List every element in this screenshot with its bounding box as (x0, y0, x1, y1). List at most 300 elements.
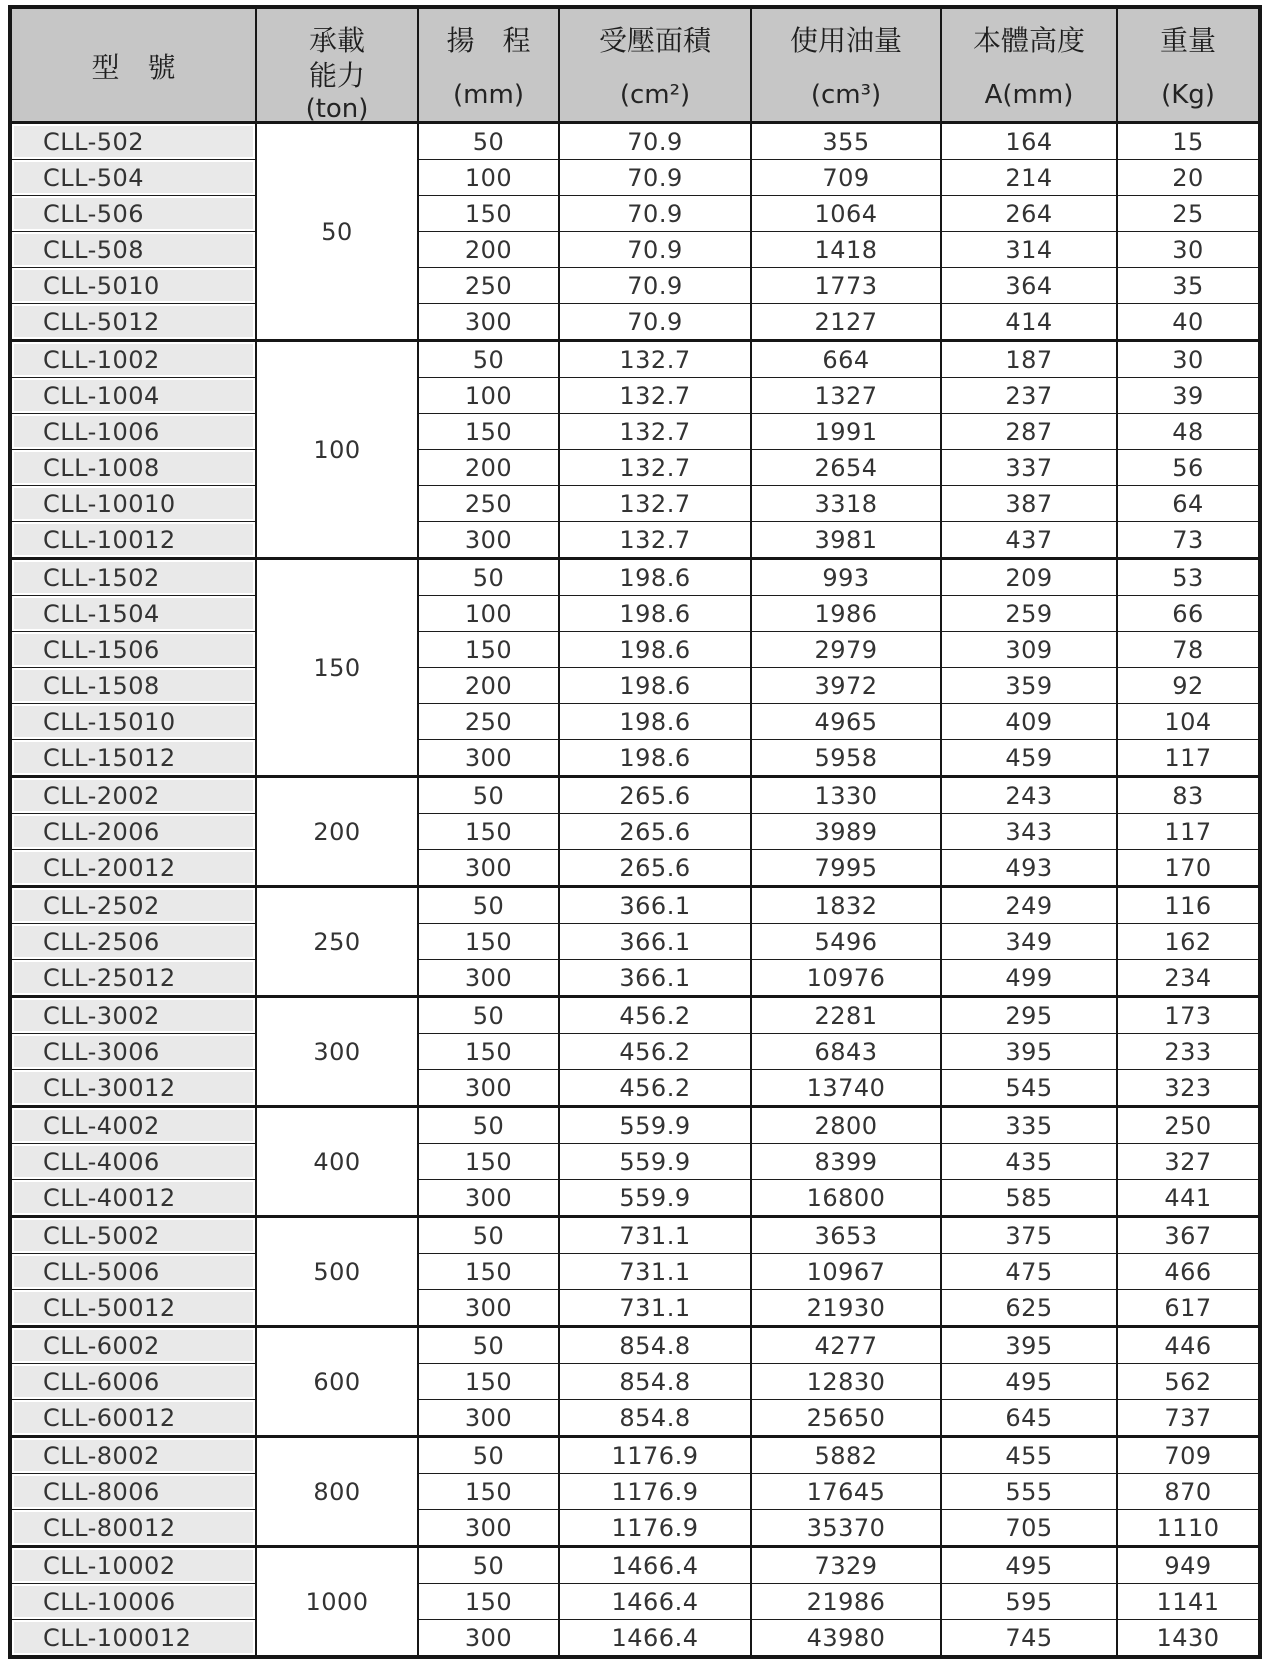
model-cell: CLL-1502 (10, 559, 256, 596)
pressure-area-cell: 731.1 (559, 1290, 751, 1327)
stroke-cell: 150 (418, 814, 559, 850)
stroke-cell: 300 (418, 1290, 559, 1327)
pressure-area-cell: 1176.9 (559, 1474, 751, 1510)
pressure-area-cell: 559.9 (559, 1107, 751, 1144)
pressure-area-cell: 1176.9 (559, 1437, 751, 1474)
capacity-cell: 1000 (256, 1547, 418, 1658)
stroke-cell: 300 (418, 1070, 559, 1107)
weight-cell: 323 (1117, 1070, 1260, 1107)
header-oil-volume (751, 7, 941, 123)
spec-row-CLL-50012 (10, 1290, 1260, 1327)
stroke-cell: 200 (418, 232, 559, 268)
body-height-cell: 414 (941, 304, 1117, 341)
table-body (10, 123, 1260, 1658)
spec-row-CLL-5010 (10, 268, 1260, 304)
stroke-cell: 50 (418, 1107, 559, 1144)
body-height-cell: 495 (941, 1364, 1117, 1400)
body-height-cell: 164 (941, 123, 1117, 160)
model-cell: CLL-8002 (10, 1437, 256, 1474)
stroke-cell: 150 (418, 1254, 559, 1290)
pressure-area-cell: 731.1 (559, 1217, 751, 1254)
pressure-area-cell: 198.6 (559, 596, 751, 632)
oil-volume-cell: 25650 (751, 1400, 941, 1437)
stroke-cell: 300 (418, 740, 559, 777)
stroke-cell: 300 (418, 522, 559, 559)
weight-cell: 30 (1117, 341, 1260, 378)
pressure-area-cell: 132.7 (559, 522, 751, 559)
weight-cell: 78 (1117, 632, 1260, 668)
oil-volume-cell: 1991 (751, 414, 941, 450)
body-height-cell: 335 (941, 1107, 1117, 1144)
oil-volume-cell: 8399 (751, 1144, 941, 1180)
model-cell: CLL-5006 (10, 1254, 256, 1290)
oil-volume-cell: 1773 (751, 268, 941, 304)
model-cell: CLL-25012 (10, 960, 256, 997)
pressure-area-cell: 198.6 (559, 559, 751, 596)
oil-volume-cell: 17645 (751, 1474, 941, 1510)
body-height-cell: 209 (941, 559, 1117, 596)
model-cell: CLL-10010 (10, 486, 256, 522)
header-body-height (941, 7, 1117, 123)
stroke-cell: 50 (418, 123, 559, 160)
pressure-area-cell: 265.6 (559, 850, 751, 887)
model-cell: CLL-6006 (10, 1364, 256, 1400)
stroke-cell: 50 (418, 1437, 559, 1474)
spec-row-CLL-6006 (10, 1364, 1260, 1400)
stroke-cell: 150 (418, 1584, 559, 1620)
header-stroke-unit: (mm) (453, 79, 524, 110)
model-cell: CLL-15012 (10, 740, 256, 777)
body-height-cell: 387 (941, 486, 1117, 522)
spec-row-CLL-40012 (10, 1180, 1260, 1217)
oil-volume-cell: 3981 (751, 522, 941, 559)
weight-cell: 15 (1117, 123, 1260, 160)
spec-row-CLL-2506 (10, 924, 1260, 960)
capacity-cell: 200 (256, 777, 418, 887)
oil-volume-cell: 7995 (751, 850, 941, 887)
stroke-cell: 150 (418, 924, 559, 960)
weight-cell: 949 (1117, 1547, 1260, 1584)
weight-cell: 234 (1117, 960, 1260, 997)
weight-cell: 1110 (1117, 1510, 1260, 1547)
oil-volume-cell: 5496 (751, 924, 941, 960)
body-height-cell: 625 (941, 1290, 1117, 1327)
model-cell: CLL-6002 (10, 1327, 256, 1364)
oil-volume-cell: 1832 (751, 887, 941, 924)
weight-cell: 92 (1117, 668, 1260, 704)
body-height-cell: 259 (941, 596, 1117, 632)
model-cell: CLL-2002 (10, 777, 256, 814)
oil-volume-cell: 13740 (751, 1070, 941, 1107)
header-capacity-unit: (ton) (305, 94, 369, 124)
model-cell: CLL-80012 (10, 1510, 256, 1547)
stroke-cell: 300 (418, 1180, 559, 1217)
model-cell: CLL-5002 (10, 1217, 256, 1254)
weight-cell: 327 (1117, 1144, 1260, 1180)
pressure-area-cell: 70.9 (559, 268, 751, 304)
pressure-area-cell: 1466.4 (559, 1620, 751, 1658)
header-pressure-area-unit: (cm²) (619, 79, 691, 110)
pressure-area-cell: 132.7 (559, 341, 751, 378)
header-stroke (418, 7, 559, 123)
capacity-cell: 250 (256, 887, 418, 997)
model-cell: CLL-50012 (10, 1290, 256, 1327)
model-cell: CLL-2506 (10, 924, 256, 960)
model-cell: CLL-5012 (10, 304, 256, 341)
stroke-cell: 150 (418, 1364, 559, 1400)
body-height-cell: 493 (941, 850, 1117, 887)
weight-cell: 170 (1117, 850, 1260, 887)
body-height-cell: 395 (941, 1034, 1117, 1070)
pressure-area-cell: 198.6 (559, 740, 751, 777)
body-height-cell: 349 (941, 924, 1117, 960)
body-height-cell: 337 (941, 450, 1117, 486)
weight-cell: 562 (1117, 1364, 1260, 1400)
body-height-cell: 459 (941, 740, 1117, 777)
body-height-cell: 595 (941, 1584, 1117, 1620)
oil-volume-cell: 10967 (751, 1254, 941, 1290)
body-height-cell: 295 (941, 997, 1117, 1034)
body-height-cell: 499 (941, 960, 1117, 997)
model-cell: CLL-10002 (10, 1547, 256, 1584)
pressure-area-cell: 70.9 (559, 304, 751, 341)
model-cell: CLL-1508 (10, 668, 256, 704)
model-cell: CLL-1506 (10, 632, 256, 668)
pressure-area-cell: 854.8 (559, 1400, 751, 1437)
model-cell: CLL-5010 (10, 268, 256, 304)
oil-volume-cell: 10976 (751, 960, 941, 997)
spec-row-CLL-10006 (10, 1584, 1260, 1620)
oil-volume-cell: 43980 (751, 1620, 941, 1658)
header-model (10, 7, 256, 123)
body-height-cell: 214 (941, 160, 1117, 196)
header-row (10, 7, 1260, 123)
oil-volume-cell: 2127 (751, 304, 941, 341)
spec-row-CLL-1002 (10, 341, 1260, 378)
spec-row-CLL-3006 (10, 1034, 1260, 1070)
body-height-cell: 645 (941, 1400, 1117, 1437)
body-height-cell: 309 (941, 632, 1117, 668)
spec-row-CLL-20012 (10, 850, 1260, 887)
oil-volume-cell: 664 (751, 341, 941, 378)
spec-row-CLL-1006 (10, 414, 1260, 450)
body-height-cell: 343 (941, 814, 1117, 850)
model-cell: CLL-100012 (10, 1620, 256, 1658)
pressure-area-cell: 132.7 (559, 486, 751, 522)
weight-cell: 35 (1117, 268, 1260, 304)
header-capacity-label: 承載 能力 (308, 24, 365, 92)
oil-volume-cell: 1327 (751, 378, 941, 414)
model-cell: CLL-10006 (10, 1584, 256, 1620)
stroke-cell: 150 (418, 414, 559, 450)
capacity-cell: 600 (256, 1327, 418, 1437)
model-cell: CLL-10012 (10, 522, 256, 559)
model-cell: CLL-1008 (10, 450, 256, 486)
body-height-cell: 409 (941, 704, 1117, 740)
header-weight (1117, 7, 1260, 123)
model-cell: CLL-504 (10, 160, 256, 196)
model-cell: CLL-40012 (10, 1180, 256, 1217)
weight-cell: 66 (1117, 596, 1260, 632)
stroke-cell: 50 (418, 887, 559, 924)
body-height-cell: 585 (941, 1180, 1117, 1217)
model-cell: CLL-30012 (10, 1070, 256, 1107)
body-height-cell: 745 (941, 1620, 1117, 1658)
spec-row-CLL-60012 (10, 1400, 1260, 1437)
weight-cell: 116 (1117, 887, 1260, 924)
spec-row-CLL-504 (10, 160, 1260, 196)
weight-cell: 48 (1117, 414, 1260, 450)
weight-cell: 40 (1117, 304, 1260, 341)
stroke-cell: 100 (418, 160, 559, 196)
oil-volume-cell: 21930 (751, 1290, 941, 1327)
oil-volume-cell: 2979 (751, 632, 941, 668)
capacity-cell: 300 (256, 997, 418, 1107)
pressure-area-cell: 854.8 (559, 1364, 751, 1400)
stroke-cell: 200 (418, 668, 559, 704)
header-model-label: 型 號 (91, 50, 176, 84)
weight-cell: 53 (1117, 559, 1260, 596)
model-cell: CLL-1006 (10, 414, 256, 450)
spec-row-CLL-3002 (10, 997, 1260, 1034)
body-height-cell: 495 (941, 1547, 1117, 1584)
spec-row-CLL-508 (10, 232, 1260, 268)
capacity-cell: 150 (256, 559, 418, 777)
stroke-cell: 150 (418, 1034, 559, 1070)
pressure-area-cell: 1466.4 (559, 1547, 751, 1584)
model-cell: CLL-1002 (10, 341, 256, 378)
pressure-area-cell: 366.1 (559, 960, 751, 997)
spec-row-CLL-10002 (10, 1547, 1260, 1584)
weight-cell: 39 (1117, 378, 1260, 414)
spec-row-CLL-15010 (10, 704, 1260, 740)
weight-cell: 233 (1117, 1034, 1260, 1070)
body-height-cell: 264 (941, 196, 1117, 232)
model-cell: CLL-20012 (10, 850, 256, 887)
spec-row-CLL-1008 (10, 450, 1260, 486)
weight-cell: 20 (1117, 160, 1260, 196)
oil-volume-cell: 35370 (751, 1510, 941, 1547)
weight-cell: 162 (1117, 924, 1260, 960)
spec-row-CLL-15012 (10, 740, 1260, 777)
spec-row-CLL-10010 (10, 486, 1260, 522)
model-cell: CLL-2502 (10, 887, 256, 924)
pressure-area-cell: 366.1 (559, 887, 751, 924)
stroke-cell: 250 (418, 486, 559, 522)
oil-volume-cell: 355 (751, 123, 941, 160)
header-stroke-label: 揚 程 (446, 24, 531, 57)
pressure-area-cell: 198.6 (559, 704, 751, 740)
weight-cell: 870 (1117, 1474, 1260, 1510)
oil-volume-cell: 4965 (751, 704, 941, 740)
model-cell: CLL-506 (10, 196, 256, 232)
spec-row-CLL-1004 (10, 378, 1260, 414)
weight-cell: 446 (1117, 1327, 1260, 1364)
spec-row-CLL-1508 (10, 668, 1260, 704)
pressure-area-cell: 70.9 (559, 196, 751, 232)
weight-cell: 64 (1117, 486, 1260, 522)
body-height-cell: 314 (941, 232, 1117, 268)
stroke-cell: 150 (418, 1144, 559, 1180)
oil-volume-cell: 4277 (751, 1327, 941, 1364)
spec-row-CLL-1504 (10, 596, 1260, 632)
body-height-cell: 237 (941, 378, 1117, 414)
header-pressure-area-label: 受壓面積 (598, 24, 711, 57)
pressure-area-cell: 198.6 (559, 632, 751, 668)
pressure-area-cell: 854.8 (559, 1327, 751, 1364)
capacity-cell: 800 (256, 1437, 418, 1547)
stroke-cell: 300 (418, 960, 559, 997)
weight-cell: 73 (1117, 522, 1260, 559)
stroke-cell: 100 (418, 596, 559, 632)
oil-volume-cell: 3989 (751, 814, 941, 850)
oil-volume-cell: 21986 (751, 1584, 941, 1620)
stroke-cell: 250 (418, 268, 559, 304)
pressure-area-cell: 132.7 (559, 450, 751, 486)
capacity-cell: 50 (256, 123, 418, 341)
body-height-cell: 395 (941, 1327, 1117, 1364)
oil-volume-cell: 2654 (751, 450, 941, 486)
header-pressure-area (559, 7, 751, 123)
spec-row-CLL-506 (10, 196, 1260, 232)
pressure-area-cell: 731.1 (559, 1254, 751, 1290)
header-oil-volume-unit: (cm³) (810, 79, 882, 110)
capacity-cell: 400 (256, 1107, 418, 1217)
model-cell: CLL-3006 (10, 1034, 256, 1070)
stroke-cell: 300 (418, 1510, 559, 1547)
oil-volume-cell: 12830 (751, 1364, 941, 1400)
spec-row-CLL-502 (10, 123, 1260, 160)
stroke-cell: 50 (418, 1217, 559, 1254)
pressure-area-cell: 456.2 (559, 1034, 751, 1070)
oil-volume-cell: 3653 (751, 1217, 941, 1254)
model-cell: CLL-1504 (10, 596, 256, 632)
spec-row-CLL-5012 (10, 304, 1260, 341)
stroke-cell: 50 (418, 777, 559, 814)
capacity-cell: 100 (256, 341, 418, 559)
spec-row-CLL-4002 (10, 1107, 1260, 1144)
weight-cell: 30 (1117, 232, 1260, 268)
stroke-cell: 200 (418, 450, 559, 486)
pressure-area-cell: 559.9 (559, 1144, 751, 1180)
pressure-area-cell: 132.7 (559, 414, 751, 450)
weight-cell: 1141 (1117, 1584, 1260, 1620)
stroke-cell: 150 (418, 196, 559, 232)
spec-row-CLL-2002 (10, 777, 1260, 814)
body-height-cell: 243 (941, 777, 1117, 814)
weight-cell: 104 (1117, 704, 1260, 740)
model-cell: CLL-2006 (10, 814, 256, 850)
spec-row-CLL-80012 (10, 1510, 1260, 1547)
model-cell: CLL-4006 (10, 1144, 256, 1180)
capacity-cell: 500 (256, 1217, 418, 1327)
body-height-cell: 545 (941, 1070, 1117, 1107)
pressure-area-cell: 456.2 (559, 1070, 751, 1107)
spec-row-CLL-100012 (10, 1620, 1260, 1658)
stroke-cell: 250 (418, 704, 559, 740)
body-height-cell: 435 (941, 1144, 1117, 1180)
pressure-area-cell: 70.9 (559, 232, 751, 268)
weight-cell: 1430 (1117, 1620, 1260, 1658)
pressure-area-cell: 265.6 (559, 814, 751, 850)
header-capacity (256, 7, 418, 123)
spec-row-CLL-6002 (10, 1327, 1260, 1364)
spec-row-CLL-1506 (10, 632, 1260, 668)
body-height-cell: 455 (941, 1437, 1117, 1474)
pressure-area-cell: 70.9 (559, 123, 751, 160)
stroke-cell: 50 (418, 1547, 559, 1584)
stroke-cell: 50 (418, 341, 559, 378)
pressure-area-cell: 265.6 (559, 777, 751, 814)
pressure-area-cell: 456.2 (559, 997, 751, 1034)
stroke-cell: 100 (418, 378, 559, 414)
oil-volume-cell: 7329 (751, 1547, 941, 1584)
stroke-cell: 150 (418, 632, 559, 668)
oil-volume-cell: 2800 (751, 1107, 941, 1144)
spec-row-CLL-5006 (10, 1254, 1260, 1290)
weight-cell: 737 (1117, 1400, 1260, 1437)
pressure-area-cell: 1466.4 (559, 1584, 751, 1620)
oil-volume-cell: 3972 (751, 668, 941, 704)
oil-volume-cell: 993 (751, 559, 941, 596)
body-height-cell: 359 (941, 668, 1117, 704)
oil-volume-cell: 1418 (751, 232, 941, 268)
header-oil-volume-label: 使用油量 (789, 24, 902, 57)
stroke-cell: 50 (418, 1327, 559, 1364)
spec-row-CLL-5002 (10, 1217, 1260, 1254)
weight-cell: 117 (1117, 740, 1260, 777)
model-cell: CLL-4002 (10, 1107, 256, 1144)
oil-volume-cell: 1330 (751, 777, 941, 814)
jack-spec-table (8, 5, 1262, 1659)
spec-row-CLL-8006 (10, 1474, 1260, 1510)
header-weight-label: 重量 (1159, 24, 1216, 57)
oil-volume-cell: 5882 (751, 1437, 941, 1474)
stroke-cell: 50 (418, 997, 559, 1034)
body-height-cell: 705 (941, 1510, 1117, 1547)
pressure-area-cell: 198.6 (559, 668, 751, 704)
header-body-height-label: 本體高度 (972, 24, 1085, 57)
stroke-cell: 300 (418, 1400, 559, 1437)
body-height-cell: 187 (941, 341, 1117, 378)
stroke-cell: 300 (418, 1620, 559, 1658)
pressure-area-cell: 132.7 (559, 378, 751, 414)
pressure-area-cell: 559.9 (559, 1180, 751, 1217)
stroke-cell: 50 (418, 559, 559, 596)
oil-volume-cell: 1064 (751, 196, 941, 232)
weight-cell: 709 (1117, 1437, 1260, 1474)
weight-cell: 250 (1117, 1107, 1260, 1144)
oil-volume-cell: 2281 (751, 997, 941, 1034)
model-cell: CLL-60012 (10, 1400, 256, 1437)
weight-cell: 173 (1117, 997, 1260, 1034)
oil-volume-cell: 6843 (751, 1034, 941, 1070)
pressure-area-cell: 70.9 (559, 160, 751, 196)
spec-row-CLL-2006 (10, 814, 1260, 850)
weight-cell: 466 (1117, 1254, 1260, 1290)
oil-volume-cell: 16800 (751, 1180, 941, 1217)
body-height-cell: 475 (941, 1254, 1117, 1290)
stroke-cell: 300 (418, 850, 559, 887)
body-height-cell: 249 (941, 887, 1117, 924)
body-height-cell: 555 (941, 1474, 1117, 1510)
stroke-cell: 150 (418, 1474, 559, 1510)
spec-row-CLL-8002 (10, 1437, 1260, 1474)
spec-row-CLL-1502 (10, 559, 1260, 596)
weight-cell: 117 (1117, 814, 1260, 850)
header-body-height-unit: A(mm) (984, 79, 1074, 110)
spec-row-CLL-2502 (10, 887, 1260, 924)
